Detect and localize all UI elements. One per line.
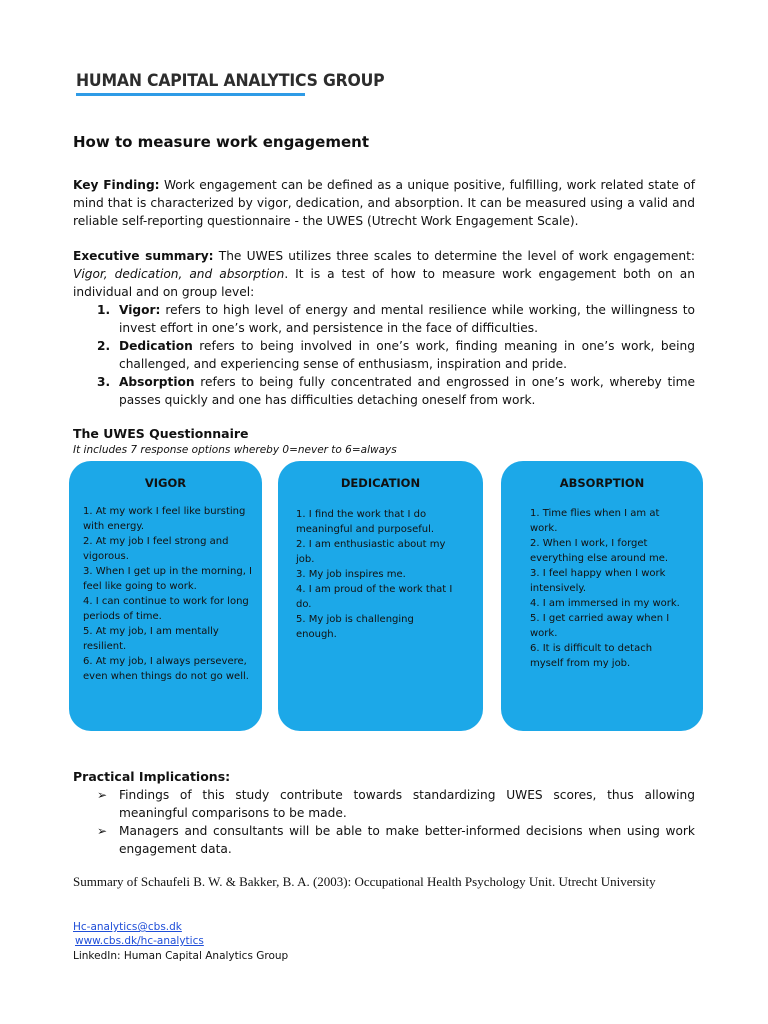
arrow-bullet-icon: ➢	[97, 824, 108, 838]
key-finding-paragraph	[73, 176, 695, 230]
company-logo: HUMAN CAPITAL ANALYTICS GROUP	[76, 71, 385, 90]
list-item: 2. I am enthusiastic about my job.	[296, 539, 446, 565]
list-item: 4. I am immersed in my work.	[530, 598, 680, 609]
list-item: 1. Time flies when I am at work.	[530, 508, 660, 534]
list-number: 1.	[97, 303, 111, 317]
list-item: 5. At my job, I am mentally resilient.	[83, 626, 219, 652]
list-item: 2. When I work, I forget everything else around me.	[530, 538, 669, 564]
card-title: DEDICATION	[340, 476, 421, 490]
list-item: 3. I feel happy when I work intensively.	[530, 568, 666, 594]
list-item	[73, 301, 695, 337]
questionnaire-note: It includes 7 response options whereby 0=never to 6=always	[73, 444, 397, 456]
practical-implications-heading: Practical Implications:	[73, 769, 231, 784]
list-term: Dedication	[119, 339, 193, 353]
list-number: 3.	[97, 375, 111, 389]
executive-summary-emphasis: Vigor, dedication, and absorption	[73, 267, 285, 281]
vigor-card	[69, 461, 262, 731]
list-item	[73, 373, 695, 409]
executive-summary-label: Executive summary:	[73, 249, 214, 263]
list-item: 1. At my work I feel like bursting with energy.	[83, 506, 246, 532]
list-item: 3. My job inspires me.	[296, 569, 406, 580]
list-item: 6. At my job, I always persevere, even when things do not go well.	[83, 656, 249, 682]
list-text: refers to being involved in one’s work, finding meaning in one’s work, being challenged, and experiencing sense of enthusiasm, inspiration and pride.	[119, 339, 695, 371]
citation-summary: Summary of Schaufeli B. W. & Bakker, B. A. (2003): Occupational Health Psychology Unit. Utrecht University	[73, 874, 656, 889]
linkedin-line: LinkedIn: Human Capital Analytics Group	[73, 950, 289, 962]
executive-summary-paragraph	[73, 247, 695, 301]
absorption-card	[501, 461, 703, 731]
email-row	[73, 921, 182, 933]
bullet-text: Managers and consultants will be able to make better-informed decisions when using work engagement data.	[119, 824, 695, 856]
list-term: Absorption	[119, 375, 195, 389]
executive-summary-text: The UWES utilizes three scales to determine the level of work engagement:	[213, 249, 695, 263]
list-text: refers to high level of energy and mental resilience while working, the willingness to invest effort in one’s work, and persistence in the face of difficulties.	[119, 303, 695, 335]
dedication-card	[278, 461, 483, 731]
list-text: refers to being fully concentrated and engrossed in one’s work, whereby time passes quickly and one has difficulties detaching oneself from work.	[119, 375, 695, 407]
list-item	[73, 786, 695, 822]
list-term: Vigor:	[119, 303, 161, 317]
absorption-items	[530, 506, 680, 671]
questionnaire-heading: The UWES Questionnaire	[73, 426, 249, 441]
list-item	[73, 337, 695, 373]
list-item: 4. I am proud of the work that I do.	[296, 584, 453, 610]
key-finding-text: Work engagement can be defined as a unique positive, fulfilling, work related state of mind that is characterized by vigor, dedication, and absorption. It can be measured using a valid and reliable self-reporting questionnaire - the UWES (Utrecht Work Engagement Scale).	[73, 178, 695, 228]
practical-implications-list	[73, 786, 695, 858]
list-item	[73, 822, 695, 858]
list-item: 3. When I get up in the morning, I feel like going to work.	[83, 566, 252, 592]
card-title: VIGOR	[144, 476, 187, 490]
executive-summary-text-end: . It is a test of how to measure work engagement both on an individual and on group level:	[73, 267, 695, 299]
list-item: 6. It is difficult to detach myself from my job.	[530, 643, 653, 669]
list-item: 5. My job is challenging enough.	[296, 614, 414, 640]
website-row	[75, 935, 204, 947]
card-title: ABSORPTION	[559, 476, 645, 490]
list-item: 1. I find the work that I do meaningful and purposeful.	[296, 509, 435, 535]
logo-underline	[76, 93, 305, 96]
arrow-bullet-icon: ➢	[97, 788, 108, 802]
list-item: 5. I get carried away when I work.	[530, 613, 670, 639]
website-link[interactable]: www.cbs.dk/hc-analytics	[75, 935, 204, 947]
page-title: How to measure work engagement	[73, 133, 369, 151]
dedication-items	[296, 507, 456, 642]
list-item: 4. I can continue to work for long periods of time.	[83, 596, 249, 622]
list-number: 2.	[97, 339, 111, 353]
bullet-text: Findings of this study contribute towards standardizing UWES scores, thus allowing meaningful comparisons to be made.	[119, 788, 695, 820]
vigor-items	[83, 504, 253, 684]
list-item: 2. At my job I feel strong and vigorous.	[83, 536, 229, 562]
key-finding-label: Key Finding:	[73, 178, 160, 192]
scale-definitions-list	[73, 301, 695, 409]
email-link[interactable]: Hc-analytics@cbs.dk	[73, 921, 182, 933]
